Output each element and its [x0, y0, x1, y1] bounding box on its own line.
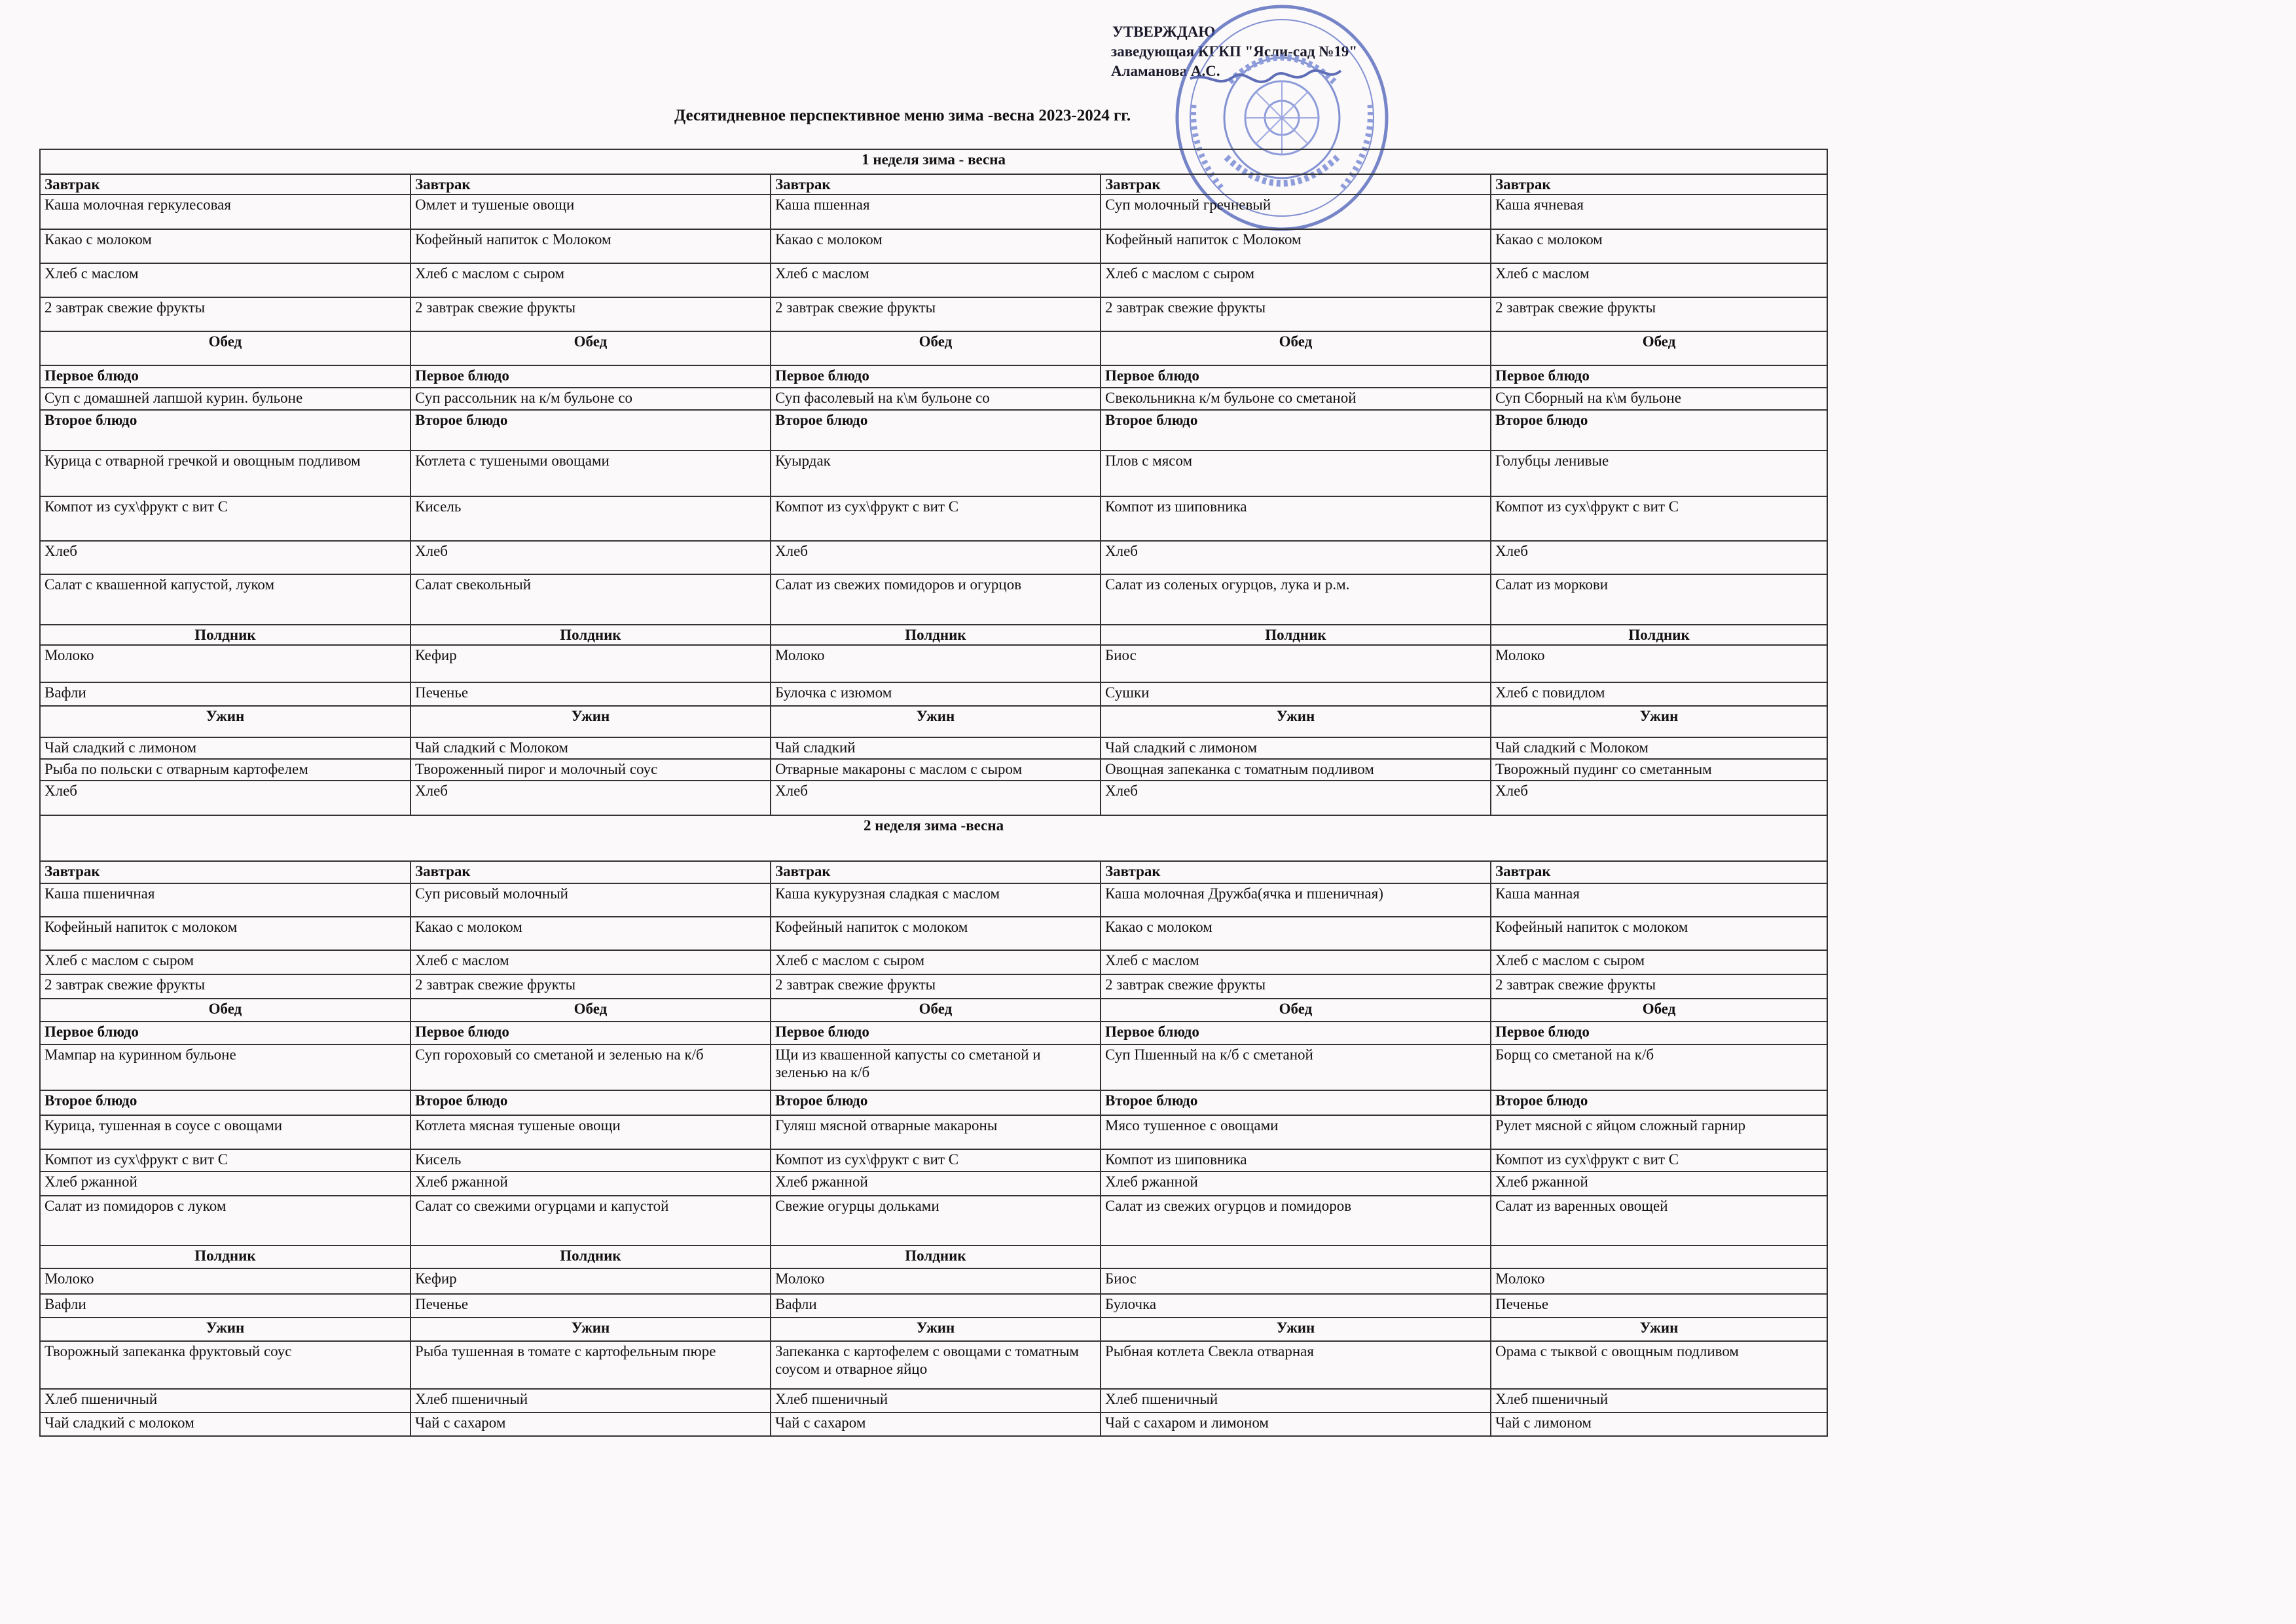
meal-header-cell: Обед	[771, 331, 1101, 365]
menu-item-cell: Куырдак	[771, 451, 1101, 496]
menu-item-row	[40, 541, 1827, 574]
menu-item-cell: Чай сладкий	[771, 737, 1101, 759]
menu-item-cell: Чай сладкий с Молоком	[1491, 737, 1827, 759]
menu-item-row	[40, 297, 1827, 331]
menu-item-cell: Голубцы ленивые	[1491, 451, 1827, 496]
menu-item-row	[40, 759, 1827, 781]
meal-header-row	[40, 999, 1827, 1022]
meal-header-cell: Ужин	[1491, 706, 1827, 737]
menu-item-cell: Хлеб	[1101, 541, 1491, 574]
menu-item-cell: Компот из сух\фрукт с вит С	[771, 1149, 1101, 1172]
menu-item-cell: Хлеб с маслом	[410, 950, 771, 974]
meal-header-row	[40, 331, 1827, 365]
menu-item-cell: Хлеб с маслом с сыром	[1101, 263, 1491, 297]
menu-item-cell: Кофейный напиток с молоком	[1491, 917, 1827, 950]
menu-item-cell: Суп рассольник на к/м бульоне со	[410, 388, 771, 410]
menu-item-cell: Кофейный напиток с Молоком	[1101, 229, 1491, 263]
meal-header-cell	[1491, 1246, 1827, 1268]
meal-header-cell: Обед	[40, 999, 410, 1022]
menu-item-cell: Печенье	[410, 1294, 771, 1318]
menu-item-cell: Какао с молоком	[40, 229, 410, 263]
course-header-cell: Второе блюдо	[771, 1090, 1101, 1115]
menu-item-cell: Хлеб	[40, 781, 410, 815]
menu-item-cell: Молоко	[40, 645, 410, 682]
meal-header-row	[40, 625, 1827, 645]
menu-item-cell: Печенье	[1491, 1294, 1827, 1318]
menu-item-cell: Твороженный пирог и молочный соус	[410, 759, 771, 781]
menu-item-cell: 2 завтрак свежие фрукты	[410, 974, 771, 999]
menu-item-cell: Хлеб	[1491, 781, 1827, 815]
meal-header-cell: Обед	[771, 999, 1101, 1022]
menu-item-cell: Рулет мясной с яйцом сложный гарнир	[1491, 1115, 1827, 1149]
approval-name: Аламанова А.С.	[1111, 63, 1220, 79]
menu-item-cell: Каша манная	[1491, 883, 1827, 917]
menu-item-row	[40, 1412, 1827, 1436]
menu-item-cell: Каша пшеничная	[40, 883, 410, 917]
menu-item-cell: Молоко	[771, 1268, 1101, 1294]
menu-item-cell: Котлета с тушеными овощами	[410, 451, 771, 496]
meal-header-cell: Завтрак	[1101, 861, 1491, 883]
week-title-row	[40, 815, 1827, 861]
menu-item-cell: Кефир	[410, 1268, 771, 1294]
menu-item-cell: Курица с отварной гречкой и овощным подливом	[40, 451, 410, 496]
menu-item-cell: Молоко	[1491, 645, 1827, 682]
menu-item-cell: 2 завтрак свежие фрукты	[40, 297, 410, 331]
menu-item-cell: Кисель	[410, 1149, 771, 1172]
menu-item-cell: Компот из шиповника	[1101, 496, 1491, 541]
course-header-cell: Первое блюдо	[410, 365, 771, 388]
menu-item-cell: Сушки	[1101, 682, 1491, 706]
meal-header-row	[40, 1246, 1827, 1268]
menu-item-cell: Компот из шиповника	[1101, 1149, 1491, 1172]
menu-item-row	[40, 737, 1827, 759]
menu-item-cell: Чай с сахаром	[410, 1412, 771, 1436]
course-header-row	[40, 1090, 1827, 1115]
menu-item-cell: Чай с лимоном	[1491, 1412, 1827, 1436]
menu-item-cell: Суп Сборный на к\м бульоне	[1491, 388, 1827, 410]
course-header-cell: Первое блюдо	[40, 365, 410, 388]
menu-item-cell: Хлеб ржанной	[1101, 1172, 1491, 1196]
course-header-row	[40, 410, 1827, 451]
week-title: 2 неделя зима -весна	[40, 815, 1827, 861]
menu-item-cell: Хлеб	[771, 781, 1101, 815]
menu-item-cell: Салат свекольный	[410, 574, 771, 625]
course-header-cell: Второе блюдо	[410, 1090, 771, 1115]
menu-item-cell: 2 завтрак свежие фрукты	[1491, 974, 1827, 999]
menu-item-cell: Овощная запеканка с томатным подливом	[1101, 759, 1491, 781]
course-header-cell: Второе блюдо	[771, 410, 1101, 451]
menu-item-cell: Хлеб с маслом	[1101, 950, 1491, 974]
menu-item-cell: Молоко	[1491, 1268, 1827, 1294]
menu-item-cell: Кофейный напиток с молоком	[771, 917, 1101, 950]
menu-item-cell: Курица, тушенная в соусе с овощами	[40, 1115, 410, 1149]
menu-item-cell: Вафли	[40, 682, 410, 706]
meal-header-cell: Обед	[410, 331, 771, 365]
menu-item-row	[40, 682, 1827, 706]
menu-item-cell: Салат из свежих помидоров и огурцов	[771, 574, 1101, 625]
menu-item-cell: Суп гороховый со сметаной и зеленью на к/б	[410, 1044, 771, 1090]
menu-item-row	[40, 1172, 1827, 1196]
approval-position: заведующая КГКП "Ясли-сад №19"	[1111, 43, 1358, 60]
menu-item-cell: 2 завтрак свежие фрукты	[771, 974, 1101, 999]
menu-item-cell: Вафли	[40, 1294, 410, 1318]
meal-header-cell: Полдник	[410, 625, 771, 645]
menu-item-row	[40, 974, 1827, 999]
meal-header-cell: Завтрак	[40, 861, 410, 883]
menu-item-cell: Салат из моркови	[1491, 574, 1827, 625]
menu-item-cell: Суп Пшенный на к/б с сметаной	[1101, 1044, 1491, 1090]
menu-item-cell: Хлеб	[410, 541, 771, 574]
meal-header-cell: Полдник	[771, 1246, 1101, 1268]
meal-header-cell: Завтрак	[410, 861, 771, 883]
menu-item-cell: Запеканка с картофелем с овощами с томатным соусом и отварное яйцо	[771, 1341, 1101, 1389]
menu-item-cell: 2 завтрак свежие фрукты	[410, 297, 771, 331]
meal-header-cell: Завтрак	[410, 174, 771, 194]
menu-item-cell: Биос	[1101, 645, 1491, 682]
meal-header-cell: Полдник	[771, 625, 1101, 645]
menu-item-row	[40, 496, 1827, 541]
week-title: 1 неделя зима - весна	[40, 149, 1827, 174]
menu-item-cell: Суп молочный гречневый	[1101, 194, 1491, 229]
menu-item-row	[40, 1196, 1827, 1246]
menu-item-cell: 2 завтрак свежие фрукты	[771, 297, 1101, 331]
meal-header-cell: Ужин	[40, 1318, 410, 1341]
menu-item-cell: Хлеб ржанной	[410, 1172, 771, 1196]
meal-header-cell: Обед	[1101, 999, 1491, 1022]
menu-item-cell: Булочка с изюмом	[771, 682, 1101, 706]
meal-header-cell: Завтрак	[771, 861, 1101, 883]
menu-item-row	[40, 1389, 1827, 1412]
menu-item-cell: Хлеб с повидлом	[1491, 682, 1827, 706]
menu-item-cell: Котлета мясная тушеные овощи	[410, 1115, 771, 1149]
menu-item-cell: Кофейный напиток с молоком	[40, 917, 410, 950]
menu-item-row	[40, 1115, 1827, 1149]
course-header-cell: Второе блюдо	[40, 410, 410, 451]
menu-item-cell: Хлеб с маслом	[771, 263, 1101, 297]
menu-item-cell: Хлеб ржанной	[771, 1172, 1101, 1196]
menu-item-row	[40, 574, 1827, 625]
menu-item-cell: Орама с тыквой с овощным подливом	[1491, 1341, 1827, 1389]
menu-item-cell: Хлеб пшеничный	[40, 1389, 410, 1412]
course-header-cell: Первое блюдо	[771, 1022, 1101, 1044]
meal-header-cell: Полдник	[40, 625, 410, 645]
menu-item-cell: Каша кукурузная сладкая с маслом	[771, 883, 1101, 917]
meal-header-cell: Ужин	[40, 706, 410, 737]
menu-item-cell: Рыбная котлета Свекла отварная	[1101, 1341, 1491, 1389]
meal-header-cell: Завтрак	[1101, 174, 1491, 194]
menu-item-cell: Мясо тушенное с овощами	[1101, 1115, 1491, 1149]
menu-item-cell: Хлеб с маслом с сыром	[40, 950, 410, 974]
meal-header-cell: Полдник	[1101, 625, 1491, 645]
meal-header-cell: Обед	[40, 331, 410, 365]
menu-item-cell: Компот из сух\фрукт с вит С	[771, 496, 1101, 541]
meal-header-cell: Ужин	[1101, 1318, 1491, 1341]
menu-item-cell: Хлеб	[1101, 781, 1491, 815]
course-header-cell: Второе блюдо	[1491, 410, 1827, 451]
menu-item-cell: Суп с домашней лапшой курин. бульоне	[40, 388, 410, 410]
meal-header-cell: Ужин	[1101, 706, 1491, 737]
approval-heading: УТВЕРЖДАЮ	[1112, 24, 1216, 40]
menu-item-cell: Салат из варенных овощей	[1491, 1196, 1827, 1246]
meal-header-cell: Ужин	[410, 706, 771, 737]
menu-item-cell: Салат из свежих огурцов и помидоров	[1101, 1196, 1491, 1246]
menu-item-row	[40, 1341, 1827, 1389]
menu-item-cell: Каша ячневая	[1491, 194, 1827, 229]
meal-header-cell: Завтрак	[771, 174, 1101, 194]
menu-item-cell: Молоко	[771, 645, 1101, 682]
course-header-cell: Второе блюдо	[410, 410, 771, 451]
menu-item-cell: Хлеб ржанной	[40, 1172, 410, 1196]
menu-item-row	[40, 950, 1827, 974]
meal-header-cell: Ужин	[410, 1318, 771, 1341]
course-header-cell: Второе блюдо	[40, 1090, 410, 1115]
menu-item-cell: Печенье	[410, 682, 771, 706]
meal-header-row	[40, 861, 1827, 883]
menu-item-cell: Биос	[1101, 1268, 1491, 1294]
menu-item-row	[40, 1149, 1827, 1172]
menu-item-cell: 2 завтрак свежие фрукты	[1101, 974, 1491, 999]
menu-item-cell: Чай с сахаром и лимоном	[1101, 1412, 1491, 1436]
menu-item-row	[40, 883, 1827, 917]
course-header-cell: Второе блюдо	[1101, 410, 1491, 451]
menu-item-cell: Салат со свежими огурцами и капустой	[410, 1196, 771, 1246]
meal-header-cell: Завтрак	[40, 174, 410, 194]
meal-header-cell: Обед	[1101, 331, 1491, 365]
course-header-cell: Первое блюдо	[410, 1022, 771, 1044]
menu-item-cell: Какао с молоком	[771, 229, 1101, 263]
menu-item-cell: Хлеб с маслом с сыром	[410, 263, 771, 297]
menu-item-cell: Рыба по польски с отварным картофелем	[40, 759, 410, 781]
menu-item-cell: Кисель	[410, 496, 771, 541]
menu-item-row	[40, 781, 1827, 815]
course-header-row	[40, 365, 1827, 388]
menu-item-cell: Салат из помидоров с луком	[40, 1196, 410, 1246]
menu-item-row	[40, 263, 1827, 297]
menu-item-cell: Отварные макароны с маслом с сыром	[771, 759, 1101, 781]
menu-item-cell: Хлеб	[40, 541, 410, 574]
menu-item-cell: Кофейный напиток с Молоком	[410, 229, 771, 263]
menu-item-cell: Мампар на куринном бульоне	[40, 1044, 410, 1090]
menu-item-cell: Свекольникна к/м бульоне со сметаной	[1101, 388, 1491, 410]
menu-item-row	[40, 388, 1827, 410]
menu-item-cell: 2 завтрак свежие фрукты	[40, 974, 410, 999]
course-header-cell: Второе блюдо	[1101, 1090, 1491, 1115]
menu-item-cell: Творожный запеканка фруктовый соус	[40, 1341, 410, 1389]
menu-item-cell: Кефир	[410, 645, 771, 682]
menu-item-cell: Рыба тушенная в томате с картофельным пюре	[410, 1341, 771, 1389]
menu-item-cell: Чай сладкий с лимоном	[40, 737, 410, 759]
menu-item-cell: Каша молочная геркулесовая	[40, 194, 410, 229]
menu-item-cell: Хлеб пшеничный	[771, 1389, 1101, 1412]
menu-item-cell: Хлеб	[1491, 541, 1827, 574]
week-title-row	[40, 149, 1827, 174]
menu-item-row	[40, 645, 1827, 682]
menu-item-cell: Каша молочная Дружба(ячка и пшеничная)	[1101, 883, 1491, 917]
document-title: Десятидневное перспективное меню зима -весна 2023-2024 гг.	[674, 107, 1131, 124]
menu-item-cell: Хлеб	[410, 781, 771, 815]
course-header-cell: Первое блюдо	[1491, 365, 1827, 388]
menu-item-row	[40, 1268, 1827, 1294]
menu-item-cell: Какао с молоком	[1491, 229, 1827, 263]
menu-item-cell: Вафли	[771, 1294, 1101, 1318]
menu-item-cell: Творожный пудинг со сметанным	[1491, 759, 1827, 781]
menu-item-cell: Хлеб с маслом	[40, 263, 410, 297]
menu-item-cell: 2 завтрак свежие фрукты	[1101, 297, 1491, 331]
menu-item-cell: Салат с квашенной капустой, луком	[40, 574, 410, 625]
menu-item-cell: Каша пшенная	[771, 194, 1101, 229]
menu-item-cell: Хлеб пшеничный	[1491, 1389, 1827, 1412]
menu-item-cell: Компот из сух\фрукт с вит С	[1491, 496, 1827, 541]
menu-item-cell: Хлеб с маслом с сыром	[771, 950, 1101, 974]
meal-header-cell: Завтрак	[1491, 174, 1827, 194]
course-header-cell: Первое блюдо	[771, 365, 1101, 388]
menu-item-cell: Хлеб ржанной	[1491, 1172, 1827, 1196]
course-header-cell: Первое блюдо	[1101, 365, 1491, 388]
menu-item-row	[40, 1044, 1827, 1090]
meal-header-cell: Полдник	[1491, 625, 1827, 645]
course-header-cell: Первое блюдо	[1101, 1022, 1491, 1044]
menu-item-cell: Салат из соленых огурцов, лука и р.м.	[1101, 574, 1491, 625]
menu-item-cell: Какао с молоком	[1101, 917, 1491, 950]
meal-header-row	[40, 706, 1827, 737]
menu-item-cell: Чай с сахаром	[771, 1412, 1101, 1436]
meal-header-cell: Обед	[410, 999, 771, 1022]
menu-item-row	[40, 451, 1827, 496]
menu-item-cell: Булочка	[1101, 1294, 1491, 1318]
menu-item-cell: Плов с мясом	[1101, 451, 1491, 496]
course-header-cell: Первое блюдо	[40, 1022, 410, 1044]
meal-header-cell: Ужин	[1491, 1318, 1827, 1341]
menu-item-cell: Чай сладкий с Молоком	[410, 737, 771, 759]
menu-table-body	[40, 149, 1827, 1436]
menu-table	[39, 149, 1828, 1437]
menu-item-cell: Суп рисовый молочный	[410, 883, 771, 917]
course-header-row	[40, 1022, 1827, 1044]
menu-item-row	[40, 917, 1827, 950]
menu-item-cell: Суп фасолевый на к\м бульоне со	[771, 388, 1101, 410]
menu-item-cell: Компот из сух\фрукт с вит С	[1491, 1149, 1827, 1172]
menu-item-cell: Хлеб пшеничный	[410, 1389, 771, 1412]
menu-item-cell: Щи из квашенной капусты со сметаной и зеленью на к/б	[771, 1044, 1101, 1090]
menu-item-cell: Хлеб с маслом	[1491, 263, 1827, 297]
menu-item-cell: Компот из сух\фрукт с вит С	[40, 496, 410, 541]
meal-header-cell: Ужин	[771, 706, 1101, 737]
meal-header-cell: Ужин	[771, 1318, 1101, 1341]
menu-item-cell: Какао с молоком	[410, 917, 771, 950]
menu-item-cell: Борщ со сметаной на к/б	[1491, 1044, 1827, 1090]
menu-item-cell: Чай сладкий с молоком	[40, 1412, 410, 1436]
meal-header-cell: Обед	[1491, 999, 1827, 1022]
course-header-cell: Первое блюдо	[1491, 1022, 1827, 1044]
meal-header-cell: Полдник	[410, 1246, 771, 1268]
meal-header-cell: Полдник	[40, 1246, 410, 1268]
meal-header-row	[40, 1318, 1827, 1341]
meal-header-cell: Обед	[1491, 331, 1827, 365]
course-header-cell: Второе блюдо	[1491, 1090, 1827, 1115]
menu-item-cell: Молоко	[40, 1268, 410, 1294]
menu-item-cell: Хлеб с маслом с сыром	[1491, 950, 1827, 974]
meal-header-cell: Завтрак	[1491, 861, 1827, 883]
meal-header-row	[40, 174, 1827, 194]
menu-item-cell: Хлеб	[771, 541, 1101, 574]
menu-item-cell: Свежие огурцы дольками	[771, 1196, 1101, 1246]
menu-item-cell: 2 завтрак свежие фрукты	[1491, 297, 1827, 331]
menu-item-cell: Хлеб пшеничный	[1101, 1389, 1491, 1412]
meal-header-cell	[1101, 1246, 1491, 1268]
menu-item-row	[40, 229, 1827, 263]
menu-item-row	[40, 194, 1827, 229]
menu-item-cell: Гуляш мясной отварные макароны	[771, 1115, 1101, 1149]
menu-item-row	[40, 1294, 1827, 1318]
menu-item-cell: Омлет и тушеные овощи	[410, 194, 771, 229]
menu-item-cell: Чай сладкий с лимоном	[1101, 737, 1491, 759]
menu-item-cell: Компот из сух\фрукт с вит С	[40, 1149, 410, 1172]
